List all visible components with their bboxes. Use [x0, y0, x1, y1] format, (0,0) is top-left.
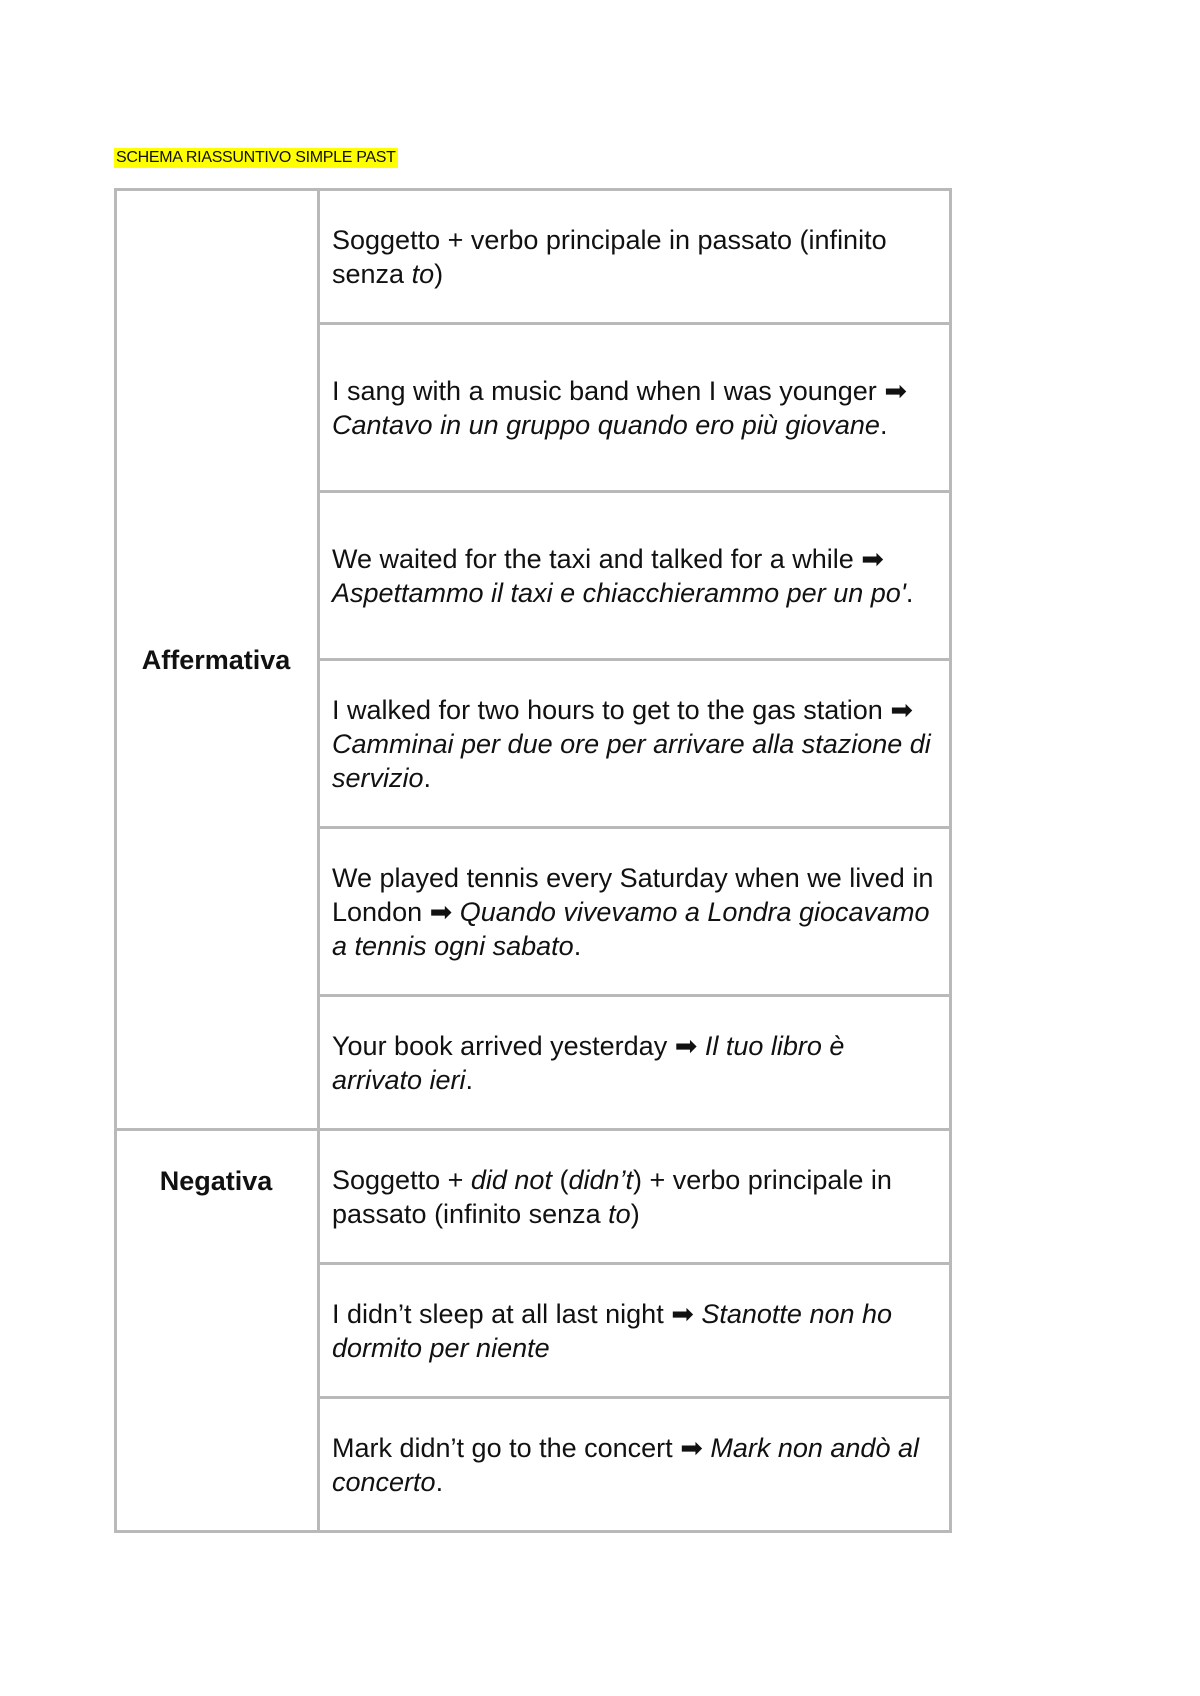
document-title: SCHEMA RIASSUNTIVO SIMPLE PAST: [116, 149, 396, 166]
affermativa-rule-row: [116, 190, 951, 324]
example-cell: Mark didn’t go to the concert ➡ Mark non andò al concerto.: [319, 1398, 951, 1532]
example-cell: We played tennis every Saturday when we lived in London ➡ Quando vivevamo a Londra giocavamo a tennis ogni sabato.: [319, 828, 951, 996]
negativa-rule: Soggetto + did not (didn’t) + verbo principale in passato (infinito senza to): [319, 1130, 951, 1264]
arrow-right-icon: ➡: [671, 1298, 694, 1329]
arrow-right-icon: ➡: [429, 896, 453, 927]
arrow-right-icon: ➡: [884, 375, 907, 406]
negativa-rule-row: [116, 1130, 951, 1264]
example-cell: Your book arrived yesterday ➡ Il tuo libro è arrivato ieri.: [319, 996, 951, 1130]
arrow-right-icon: ➡: [861, 543, 884, 574]
summary-table: [114, 188, 952, 1533]
example-cell: I walked for two hours to get to the gas station ➡ Camminai per due ore per arrivare alla stazione di servizio.: [319, 660, 951, 828]
arrow-right-icon: ➡: [890, 694, 913, 725]
example-cell: I sang with a music band when I was younger ➡ Cantavo in un gruppo quando ero più giovane.: [319, 324, 951, 492]
affermativa-rule: Soggetto + verbo principale in passato (infinito senza to): [319, 190, 951, 324]
example-cell: I didn’t sleep at all last night ➡ Stanotte non ho dormito per niente: [319, 1264, 951, 1398]
arrow-right-icon: ➡: [680, 1432, 703, 1463]
affermativa-label: Affermativa: [116, 190, 319, 1130]
example-cell: We waited for the taxi and talked for a while ➡ Aspettammo il taxi e chiacchierammo per un po'.: [319, 492, 951, 660]
negativa-label: Negativa: [116, 1130, 319, 1532]
arrow-right-icon: ➡: [674, 1030, 698, 1061]
